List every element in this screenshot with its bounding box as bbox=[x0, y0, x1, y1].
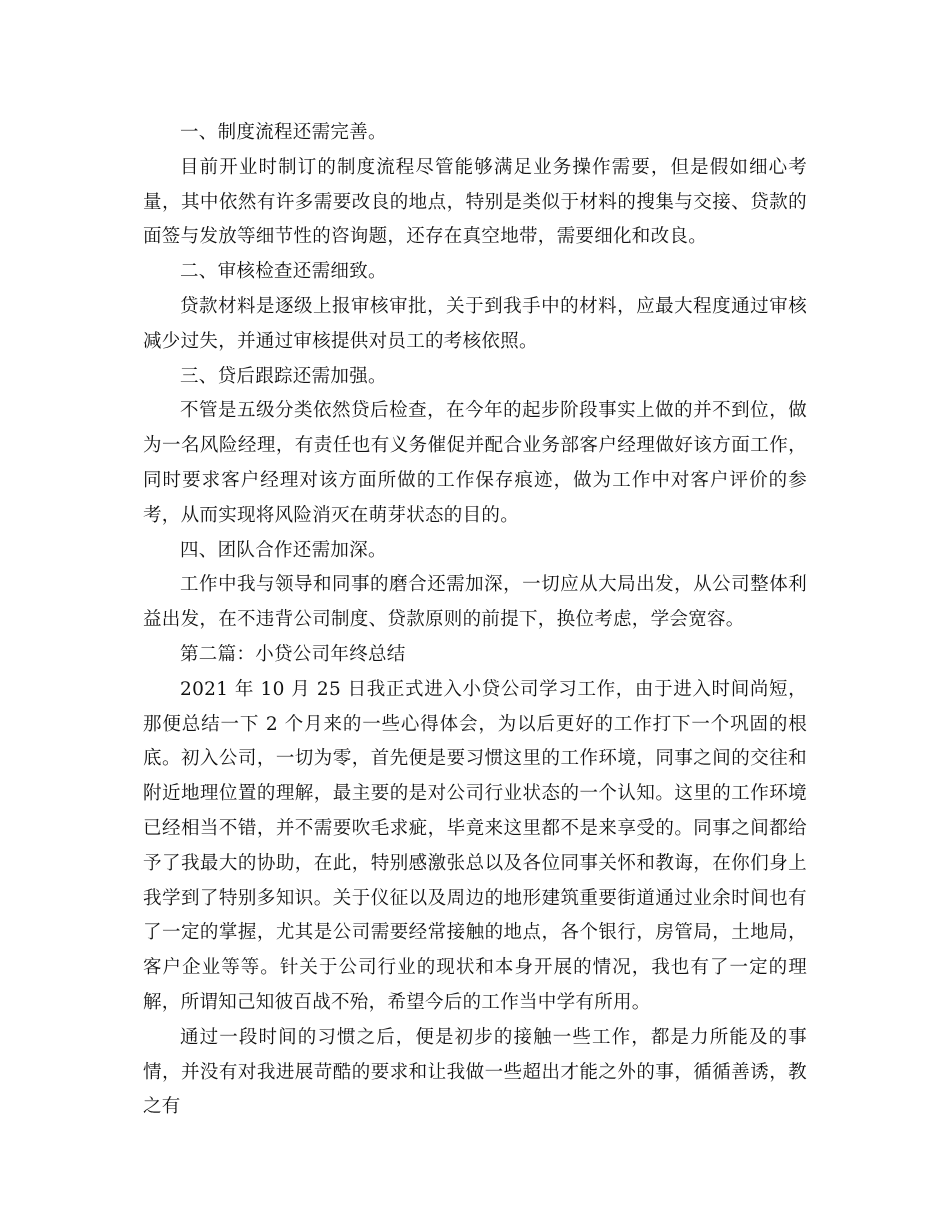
paragraph: 不管是五级分类依然贷后检查，在今年的起步阶段事实上做的并不到位，做为一名风险经理，有责任也有义务催促并配合业务部客户经理做好该方面工作，同时要求客户经理对该方面所做的工作保存痕迹，做为工作中对客户评价的参考，从而实现将风险消灭在萌芽状态的目的。 bbox=[143, 400, 807, 526]
paragraph: 2021 年 10 月 25 日我正式进入小贷公司学习工作，由于进入时间尚短，那便总结一下 2 个月来的一些心得体会，为以后更好的工作打下一个巩固的根底。初入公司，一切为零，首先便是要习惯这里的工作环境，同事之间的交往和附近地理位置的理解，最主要的是对公司行业状态的一个认知。这里的工作环境已经相当不错，并不需要吹毛求疵，毕竟来这里都不是来享受的。同事之间都给予了我最大的协助，在此，特别感激张总以及各位同事关怀和教诲，在你们身上我学到了特别多知识。关于仪征以及周边的地形建筑重要街道通过业余时间也有了一定的掌握，尤其是公司需要经常接触的地点，各个银行，房管局，土地局，客户企业等等。针关于公司行业的现状和本身开展的情况，我也有了一定的理解，所谓知己知彼百战不殆，希望今后的工作当中学有所用。 bbox=[143, 678, 807, 1013]
section-heading-3: 三、贷后跟踪还需加强。 bbox=[180, 365, 387, 387]
section-heading-2: 二、审核检查还需细致。 bbox=[180, 261, 387, 283]
paragraph: 通过一段时间的习惯之后，便是初步的接触一些工作，都是力所能及的事情，并没有对我进展苛酷的要求和让我做一些超出才能之外的事，循循善诱，教之有 bbox=[143, 1026, 807, 1118]
paragraph: 贷款材料是逐级上报审核审批，关于到我手中的材料，应最大程度通过审核减少过失，并通过审核提供对员工的考核依照。 bbox=[143, 295, 807, 352]
document-body bbox=[143, 116, 807, 1125]
section-heading-1: 一、制度流程还需完善。 bbox=[180, 122, 387, 143]
chapter-heading: 第二篇：小贷公司年终总结 bbox=[180, 643, 406, 665]
section-heading-4: 四、团队合作还需加深。 bbox=[180, 539, 387, 561]
paragraph: 目前开业时制订的制度流程尽管能够满足业务操作需要，但是假如细心考量，其中依然有许多需要改良的地点，特别是类似于材料的搜集与交接、贷款的面签与发放等细节性的咨询题，还存在真空地带，需要细化和改良。 bbox=[143, 156, 807, 248]
paragraph: 工作中我与领导和同事的磨合还需加深，一切应从大局出发，从公司整体利益出发，在不违背公司制度、贷款原则的前提下，换位考虑，学会宽容。 bbox=[143, 574, 807, 631]
